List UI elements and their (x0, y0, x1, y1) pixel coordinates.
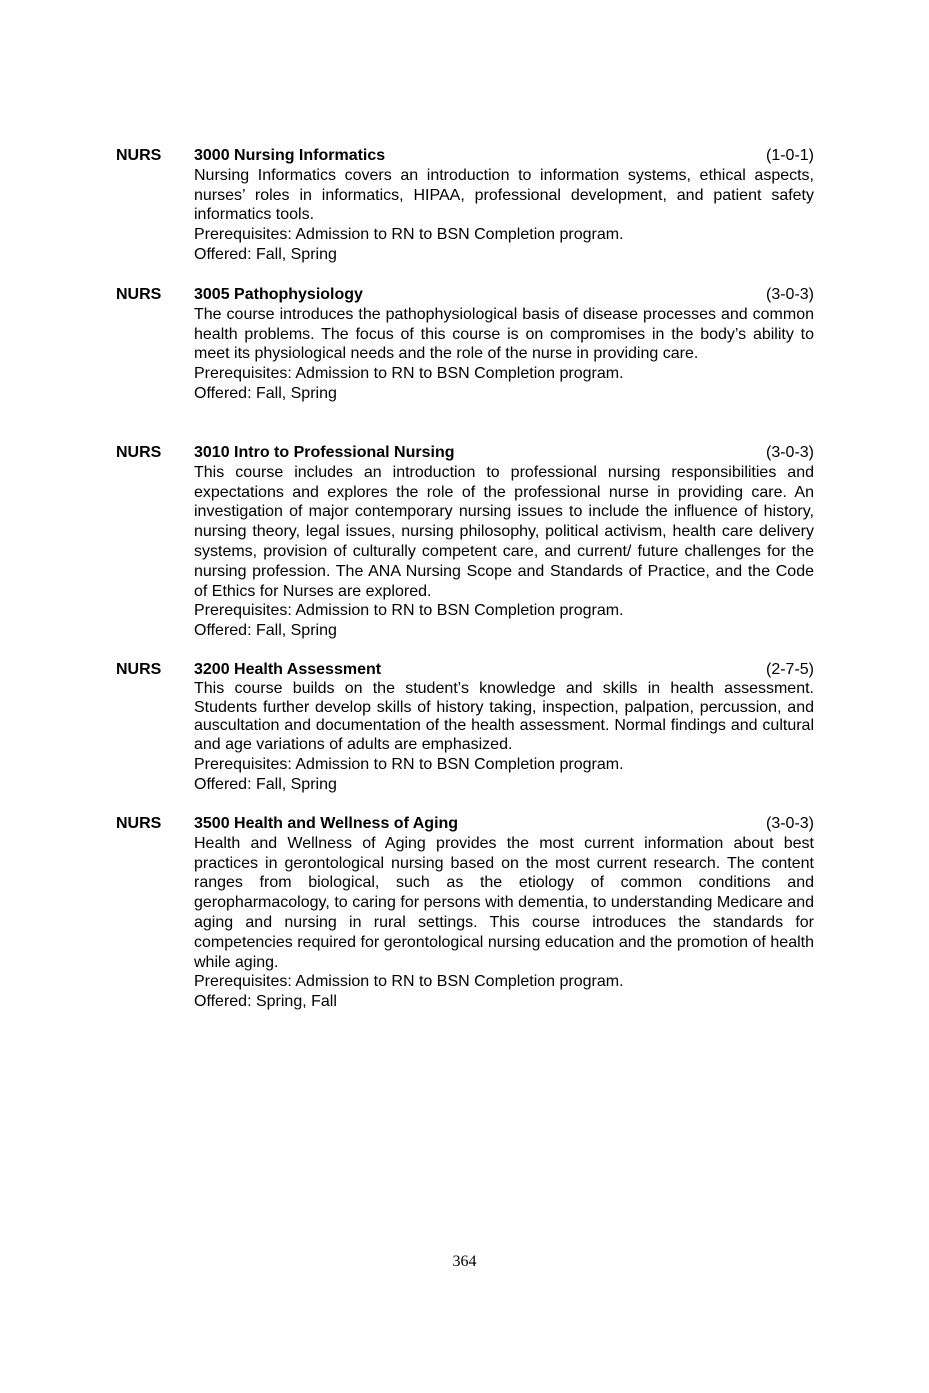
course-offered: Offered: Fall, Spring (194, 775, 337, 793)
course-description: This course includes an introduction to professional nursing responsibilities and expectations and explores the role of the professional nurse in providing care. An investigation of major contemporary nursing issues to include the influence of history, nursing theory, legal issues, nursing philosophy, political activism, health care delivery systems, provision of culturally competent care, and current/ future challenges for the nursing profession. The ANA Nursing Scope and Standards of Practice, and the Code of Ethics for Nurses are explored. (194, 463, 814, 600)
course-title: 3000 Nursing Informatics (194, 147, 386, 164)
page-number: 364 (452, 1253, 477, 1270)
course-header (194, 146, 814, 166)
course-body (194, 814, 814, 1012)
course-prerequisites: Prerequisites: Admission to RN to BSN Completion program. (194, 973, 624, 991)
course-offered: Offered: Fall, Spring (194, 384, 337, 402)
course-description: Health and Wellness of Aging provides the most current information about best practices in gerontological nursing based on the most current research. The content ranges from biological, such as the etiology of common conditions and geropharmacology, to caring for persons with dementia, to understanding Medicare and aging and nursing in rural settings. This course introduces the standards for competencies required for gerontological nursing education and the promotion of health while aging. (194, 834, 814, 971)
course-offered: Offered: Fall, Spring (194, 622, 337, 640)
course-body (194, 146, 814, 265)
course-body (194, 443, 814, 641)
course-credits: (3-0-3) (765, 444, 814, 461)
course-description: The course introduces the pathophysiological basis of disease processes and common health problems. The focus of this course is on compromises in the body’s ability to meet its physiological needs and the role of the nurse in providing care. (194, 305, 814, 363)
course-title: 3200 Health Assessment (194, 661, 382, 678)
course-header (194, 285, 814, 305)
course-description: Nursing Informatics covers an introduction to information systems, ethical aspects, nurses’ roles in informatics, HIPAA, professional development, and patient safety informatics tools. (194, 166, 814, 224)
course-credits: (3-0-3) (765, 815, 814, 832)
course-body (194, 660, 814, 795)
course-description: This course builds on the student’s knowledge and skills in health assessment. Students further develop skills of history taking, inspection, palpation, percussion, and auscultation and documentation of the health assessment. Normal findings and cultural and age variations of adults are emphasized. (194, 679, 814, 754)
course-prefix: NURS (116, 286, 162, 303)
course-credits: (1-0-1) (765, 147, 814, 164)
course-prefix: NURS (116, 661, 162, 678)
course-prerequisites: Prerequisites: Admission to RN to BSN Completion program. (194, 226, 624, 244)
course-header (194, 443, 814, 463)
course-title: 3005 Pathophysiology (194, 286, 363, 303)
course-prefix: NURS (116, 815, 162, 832)
course-prerequisites: Prerequisites: Admission to RN to BSN Completion program. (194, 365, 624, 383)
course-header (194, 660, 814, 680)
course-title: 3500 Health and Wellness of Aging (194, 815, 459, 832)
course-offered: Offered: Fall, Spring (194, 245, 337, 263)
course-credits: (3-0-3) (765, 286, 814, 303)
course-title: 3010 Intro to Professional Nursing (194, 444, 455, 461)
course-prerequisites: Prerequisites: Admission to RN to BSN Completion program. (194, 602, 624, 620)
course-prefix: NURS (116, 147, 162, 164)
course-credits: (2-7-5) (765, 661, 814, 678)
course-offered: Offered: Spring, Fall (194, 993, 337, 1011)
course-header (194, 814, 814, 834)
course-prerequisites: Prerequisites: Admission to RN to BSN Completion program. (194, 755, 624, 773)
course-prefix: NURS (116, 444, 162, 461)
course-body (194, 285, 814, 404)
